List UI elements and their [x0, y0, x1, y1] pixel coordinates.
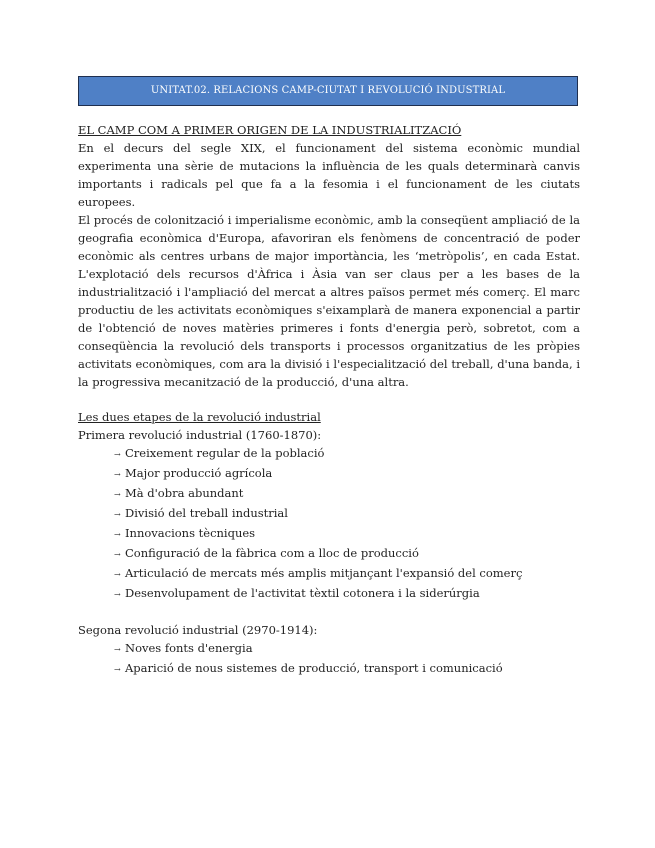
- unit-title: UNITAT.02. RELACIONS CAMP-CIUTAT I REVOLUCIÓ INDUSTRIAL: [150, 85, 506, 96]
- list-item: → Aparició de nous sistemes de producció, transport i comunicació: [114, 659, 580, 679]
- arrow-bullet-icon: →: [114, 570, 121, 579]
- arrow-bullet-icon: →: [114, 510, 121, 519]
- section-heading-origin: EL CAMP COM A PRIMER ORIGEN DE LA INDUSTRIALITZACIÓ: [78, 123, 462, 137]
- arrow-bullet-icon: →: [114, 665, 121, 674]
- arrow-bullet-icon: →: [114, 590, 121, 599]
- list-item: → Configuració de la fàbrica com a lloc de producció: [114, 544, 580, 564]
- list-item: → Noves fonts d'energia: [114, 639, 580, 659]
- arrow-bullet-icon: →: [114, 450, 121, 459]
- arrow-bullet-icon: →: [114, 645, 121, 654]
- first-revolution-list: [78, 444, 580, 604]
- section-heading-stages: Les dues etapes de la revolució industrial: [78, 410, 321, 424]
- list-item: → Major producció agrícola: [114, 464, 580, 484]
- arrow-bullet-icon: →: [114, 470, 121, 479]
- arrow-bullet-icon: →: [114, 530, 121, 539]
- list-item: → Desenvolupament de l'activitat tèxtil cotonera i la siderúrgia: [114, 584, 580, 604]
- unit-title-banner: [78, 76, 578, 106]
- first-revolution-title: Primera revolució industrial (1760-1870):: [78, 428, 322, 442]
- spacer: [78, 391, 580, 408]
- list-item: → Divisió del treball industrial: [114, 504, 580, 524]
- document-body: [78, 121, 580, 679]
- second-revolution-list: [78, 639, 580, 679]
- list-item: → Articulació de mercats més amplis mitjançant l'expansió del comerç: [114, 564, 580, 584]
- paragraph-colonization: El procés de colonització i imperialisme econòmic, amb la conseqüent ampliació de la geografia econòmica d'Europa, afavoriran els fenòmens de concentració de poder econòmic als centres urbans de major importància, les ‘metròpolis’, en cada Estat. L'explotació dels recursos d'Àfrica i Àsia van ser claus per a les bases de la industrialització i l'ampliació del mercat a altres països permet més comerç. El marc productiu de les activitats econòmiques s'eixamplarà de manera exponencial a partir de l'obtenció de noves matèries primeres i fonts d'energia però, sobretot, com a conseqüència la revolució dels transports i processos organitzatius de les pròpies activitats econòmiques, com ara la divisió i l'especialització del treball, d'una banda, i la progressiva mecanització de la producció, d'una altra.: [78, 213, 580, 389]
- arrow-bullet-icon: →: [114, 490, 121, 499]
- list-item: → Creixement regular de la població: [114, 444, 580, 464]
- list-item: → Mà d'obra abundant: [114, 484, 580, 504]
- arrow-bullet-icon: →: [114, 550, 121, 559]
- second-revolution-title: Segona revolució industrial (2970-1914):: [78, 623, 318, 637]
- spacer: [78, 604, 580, 621]
- list-item: → Innovacions tècniques: [114, 524, 580, 544]
- paragraph-intro: En el decurs del segle XIX, el funcionament del sistema econòmic mundial experimenta una sèrie de mutacions la influència de les quals determinarà canvis importants i radicals pel que fa a la fesomia i el funcionament de les ciutats europees.: [78, 141, 580, 209]
